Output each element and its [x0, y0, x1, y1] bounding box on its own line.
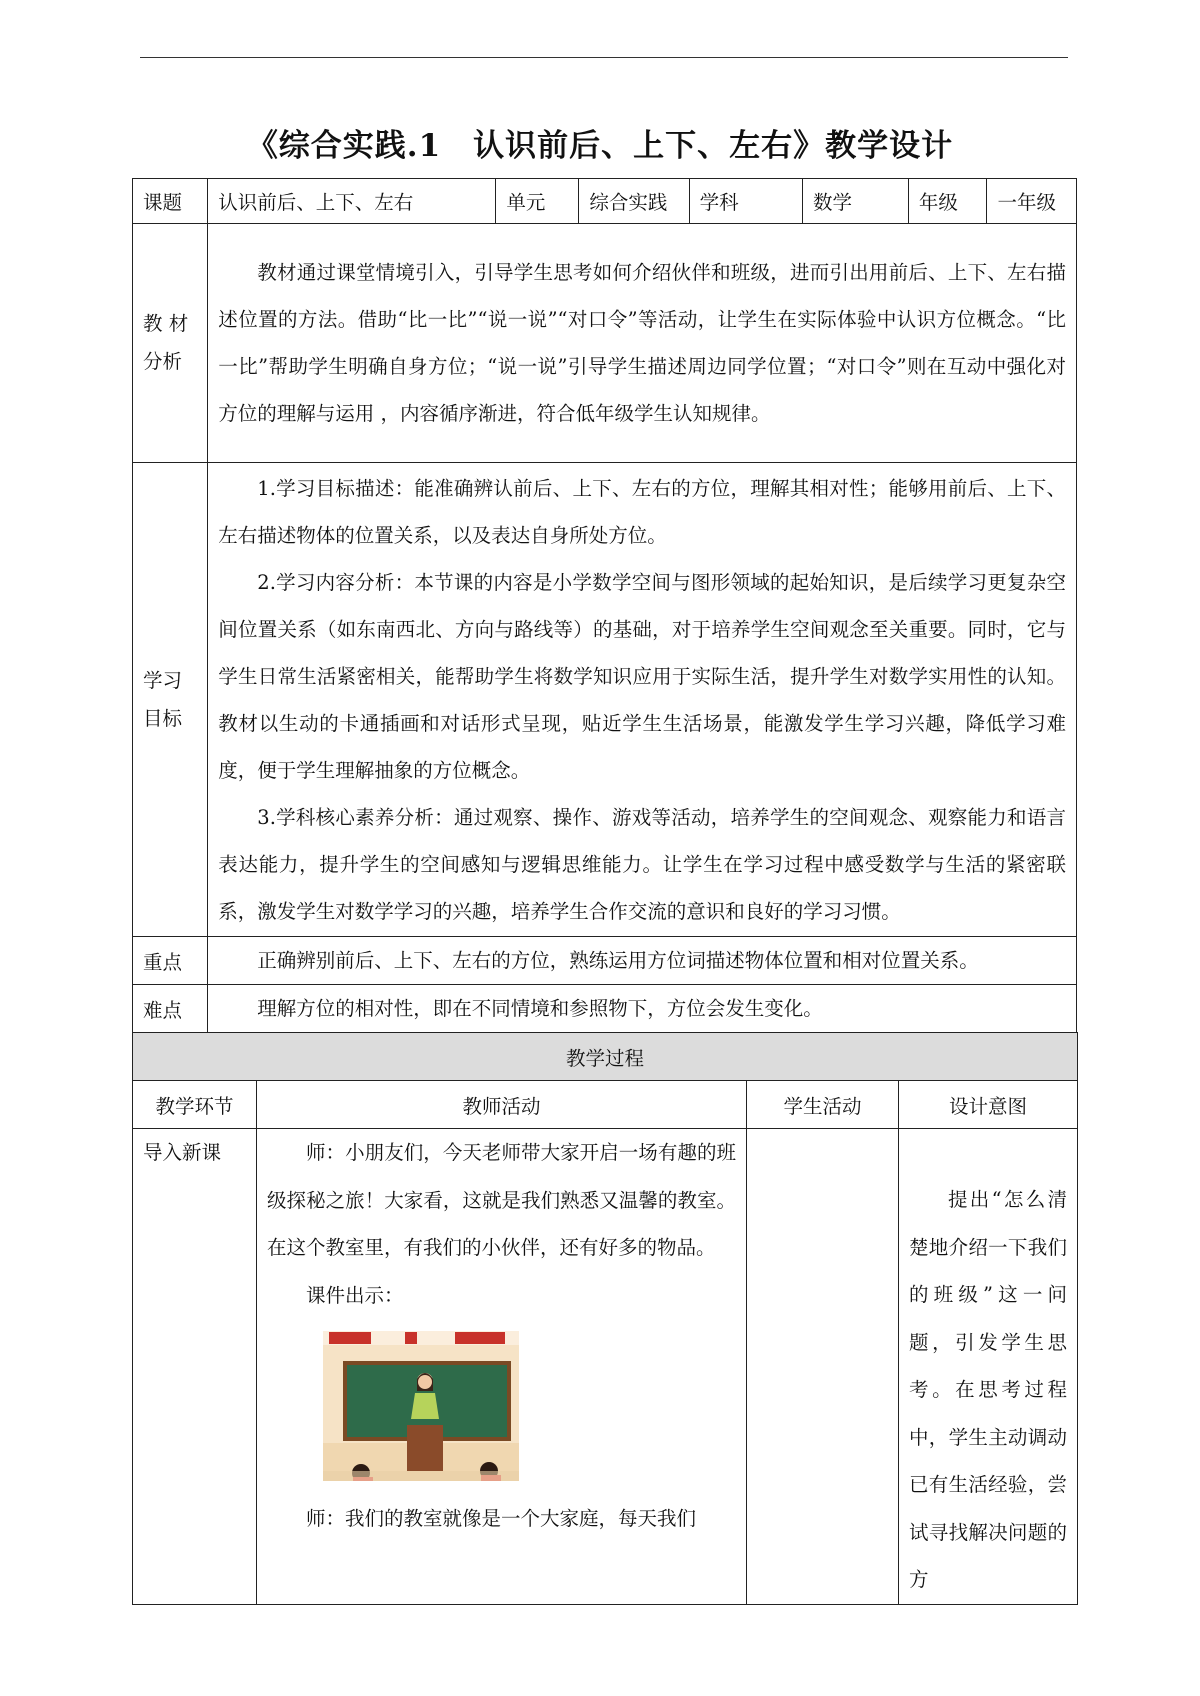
topic-label: 课题	[133, 179, 208, 224]
goal-paragraph-1: 1.学习目标描述：能准确辨认前后、上下、左右的方位，理解其相对性；能够用前后、上下、左右描述物体的位置关系，以及表达自身所处方位。	[218, 476, 1066, 547]
analysis-label	[133, 224, 208, 463]
process-title: 教学过程	[133, 1033, 1078, 1081]
analysis-label-line1: 教 材	[143, 312, 189, 335]
process-header-row	[133, 1081, 1078, 1129]
unit-label: 单元	[496, 179, 579, 224]
subject-value: 数学	[803, 179, 909, 224]
difficulty-label: 难点	[133, 985, 208, 1033]
unit-value: 综合实践	[579, 179, 689, 224]
goals-label-line2: 目标	[143, 706, 183, 730]
goals-row	[133, 463, 1077, 937]
student-activity-cell	[747, 1129, 899, 1605]
difficulty-cell	[208, 985, 1077, 1033]
process-title-row	[133, 1033, 1078, 1081]
teacher-paragraph-3: 师：我们的教室就像是一个大家庭，每天我们	[306, 1507, 697, 1530]
grade-label: 年级	[908, 179, 987, 224]
topic-value: 认识前后、上下、左右	[208, 179, 496, 224]
difficulty-row	[133, 985, 1077, 1033]
design-intent-text: 提出“怎么清楚地介绍一下我们的班级”这一问题，引发学生思考。在思考过程中，学生主动调动已有生活经验，尝试寻找解决问题的方	[909, 1188, 1068, 1591]
process-row-intro	[133, 1129, 1078, 1605]
podium	[407, 1425, 443, 1471]
classroom-illustration	[323, 1331, 519, 1481]
col-student-header: 学生活动	[747, 1081, 899, 1129]
document-title: 《综合实践.1 认识前后、上下、左右》教学设计	[246, 128, 954, 164]
col-stage-header: 教学环节	[133, 1081, 257, 1129]
goal-paragraph-3: 3.学科核心素养分析：通过观察、操作、游戏等活动，培养学生的空间观念、观察能力和语言表达能力，提升学生的空间感知与逻辑思维能力。让学生在学习过程中感受数学与生活的紧密联系，激发学生对数学学习的兴趣，培养学生合作交流的意识和良好的学习习惯。	[218, 805, 1066, 923]
teacher-paragraph-1: 师：小朋友们，今天老师带大家开启一场有趣的班级探秘之旅！大家看，这就是我们熟悉又温馨的教室。在这个教室里，有我们的小伙伴，还有好多的物品。	[267, 1141, 736, 1259]
slogan-banner-left	[329, 1332, 371, 1344]
key-point-label: 重点	[133, 937, 208, 985]
design-intent-cell	[899, 1129, 1078, 1605]
goal-paragraph-2: 2.学习内容分析：本节课的内容是小学数学空间与图形领域的起始知识，是后续学习更复杂空间位置关系（如东南西北、方向与路线等）的基础，对于培养学生空间观念至关重要。同时，它与学生日常生活紧密相关，能帮助学生将数学知识应用于实际生活，提升学生对数学实用性的认知。教材以生动的卡通插画和对话形式呈现，贴近学生生活场景，能激发学生学习兴趣，降低学习难度，便于学生理解抽象的方位概念。	[218, 570, 1066, 782]
stage-intro: 导入新课	[133, 1129, 257, 1605]
key-point-row	[133, 937, 1077, 985]
analysis-row	[133, 224, 1077, 463]
teacher-activity-cell	[257, 1129, 747, 1605]
goals-label-line1: 学习	[143, 668, 183, 692]
lesson-info-table	[132, 178, 1077, 1033]
teacher-figure	[411, 1393, 439, 1419]
goals-cell	[208, 463, 1077, 937]
subject-label: 学科	[689, 179, 802, 224]
analysis-label-line2: 分析	[143, 350, 183, 373]
analysis-cell	[208, 224, 1077, 463]
analysis-text: 教材通过课堂情境引入，引导学生思考如何介绍伙伴和班级，进而引出用前后、上下、左右描述位置的方法。借助“比一比”“说一说”“对口令”等活动，让学生在实际体验中认识方位概念。“比一比”帮助学生明确自身方位；“说一说”引导学生描述周边同学位置；“对口令”则在互动中强化对方位的理解与运用 ，内容循序渐进，符合低年级学生认知规律。	[218, 261, 1066, 425]
info-row	[133, 179, 1077, 224]
col-teacher-header: 教师活动	[257, 1081, 747, 1129]
slogan-banner-right	[455, 1332, 505, 1344]
goals-label	[133, 463, 208, 937]
header-rule	[140, 57, 1068, 58]
difficulty-text: 理解方位的相对性，即在不同情境和参照物下，方位会发生变化。	[257, 997, 823, 1020]
teacher-paragraph-2: 课件出示：	[306, 1283, 404, 1307]
grade-value: 一年级	[987, 179, 1077, 224]
col-design-header: 设计意图	[899, 1081, 1078, 1129]
key-point-text: 正确辨别前后、上下、左右的方位，熟练运用方位词描述物体位置和相对位置关系。	[257, 949, 979, 972]
key-point-cell	[208, 937, 1077, 985]
teaching-process-table	[132, 1032, 1078, 1605]
